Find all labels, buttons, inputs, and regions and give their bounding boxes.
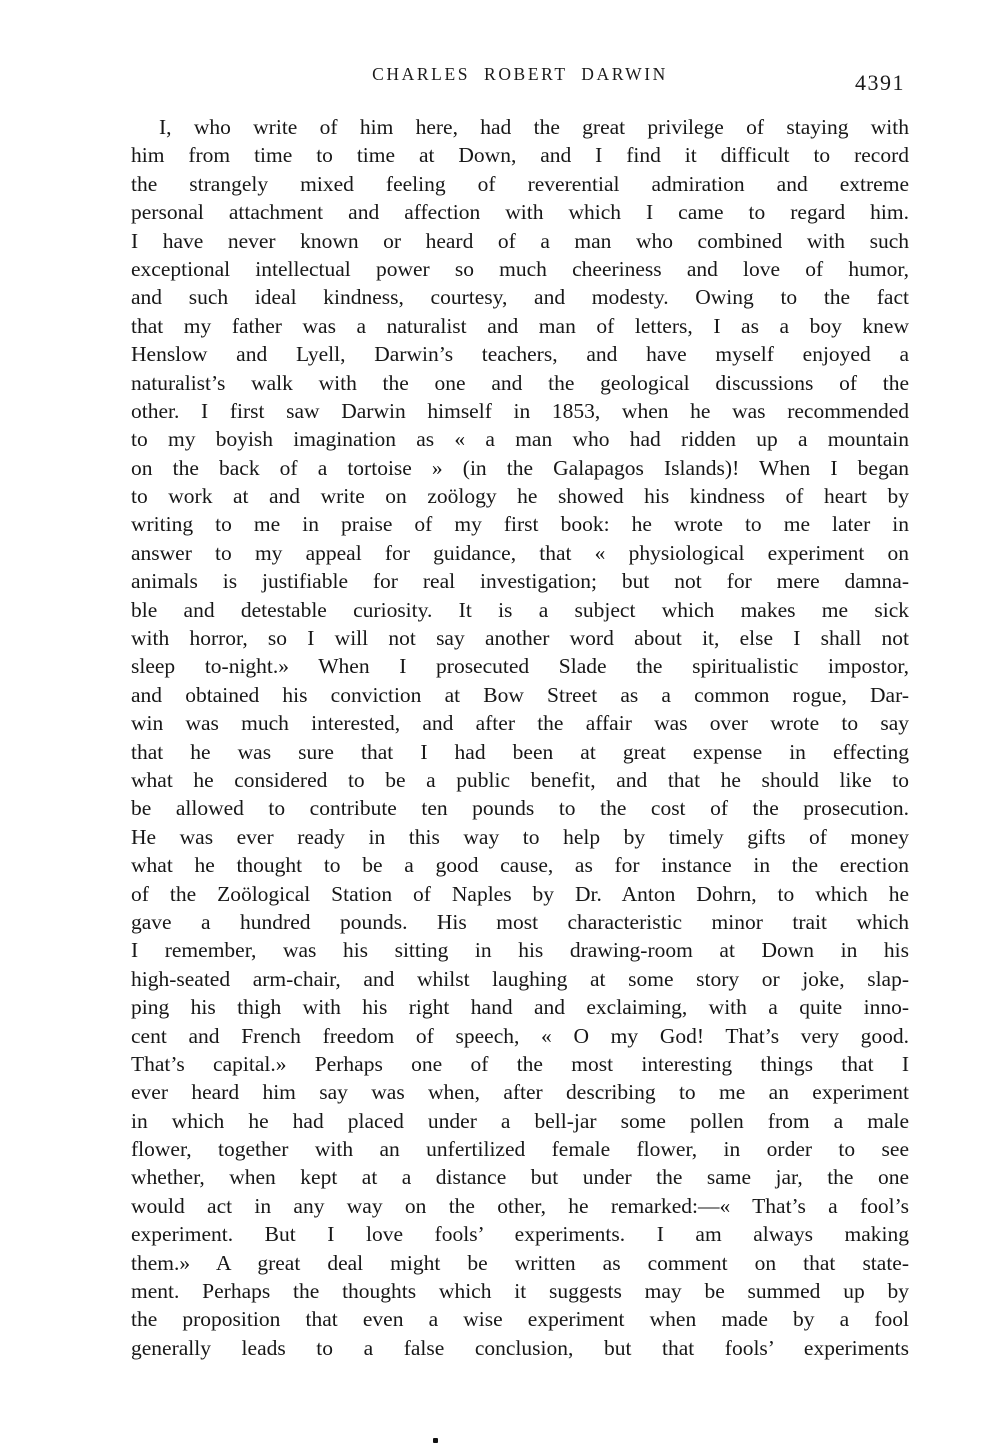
text-line: I remember, was his sitting in his drawing-room at Down in his (131, 938, 909, 963)
text-line: to work at and write on zoölogy he showed his kindness of heart by (131, 484, 909, 509)
text-line: the proposition that even a wise experiment when made by a fool (131, 1307, 909, 1332)
text-line: exceptional intellectual power so much cheeriness and love of humor, (131, 256, 909, 281)
text-line: to my boyish imagination as « a man who had ridden up a mountain (131, 427, 909, 452)
text-line: ping his thigh with his right hand and exclaiming, with a quite inno- (131, 995, 909, 1020)
text-line: gave a hundred pounds. His most characteristic minor trait which (131, 909, 909, 934)
text-line: them.» A great deal might be written as comment on that state- (131, 1250, 909, 1275)
text-line: That’s capital.» Perhaps one of the most interesting things that I (131, 1051, 909, 1076)
text-line: writing to me in praise of my first book: he wrote to me later in (131, 512, 909, 537)
text-line: be allowed to contribute ten pounds to the cost of the prosecution. (131, 796, 909, 821)
text-line: experiment. But I love fools’ experiments. I am always making (131, 1222, 909, 1247)
text-line: I, who write of him here, had the great privilege of staying with (159, 115, 909, 139)
ink-speck (433, 1438, 438, 1443)
text-line: other. I first saw Darwin himself in 1853, when he was recommended (131, 398, 909, 423)
text-line: I have never known or heard of a man who combined with such (131, 228, 909, 253)
text-line: the strangely mixed feeling of reverential admiration and extreme (131, 171, 909, 196)
running-head-title: CHARLES ROBERT DARWIN (372, 64, 668, 84)
page-number: 4391 (855, 70, 905, 95)
text-line: whether, when kept at a distance but under the same jar, the one (131, 1165, 909, 1190)
text-line: in which he had placed under a bell-jar some pollen from a male (131, 1108, 909, 1133)
text-line: him from time to time at Down, and I find it difficult to record (131, 143, 909, 168)
text-line: that he was sure that I had been at great expense in effecting (131, 739, 909, 764)
text-line: that my father was a naturalist and man of letters, I as a boy knew (131, 313, 909, 338)
text-line: high-seated arm-chair, and whilst laughing at some story or joke, slap- (131, 966, 909, 991)
text-line: what he thought to be a good cause, as for instance in the erection (131, 853, 909, 878)
text-line: naturalist’s walk with the one and the geological discussions of the (131, 370, 909, 395)
text-line: animals is justifiable for real investigation; but not for mere damna- (131, 569, 909, 594)
text-line: what he considered to be a public benefit, and that he should like to (131, 767, 909, 792)
text-line: personal attachment and affection with which I came to regard him. (131, 200, 909, 225)
body-text (131, 113, 909, 1362)
text-line: ever heard him say was when, after describing to me an experiment (131, 1080, 909, 1105)
text-line: generally leads to a false conclusion, but that fools’ experiments (131, 1335, 909, 1360)
text-line: ble and detestable curiosity. It is a subject which makes me sick (131, 597, 909, 622)
text-line: on the back of a tortoise » (in the Galapagos Islands)! When I began (131, 455, 909, 480)
text-line: answer to my appeal for guidance, that « physiological experiment on (131, 540, 909, 565)
text-line: win was much interested, and after the affair was over wrote to say (131, 711, 909, 736)
text-line: of the Zoölogical Station of Naples by Dr. Anton Dohrn, to which he (131, 881, 909, 906)
text-line: cent and French freedom of speech, « O my God! That’s very good. (131, 1023, 909, 1048)
text-line: sleep to-night.» When I prosecuted Slade the spiritualistic impostor, (131, 654, 909, 679)
text-line: with horror, so I will not say another word about it, else I shall not (131, 626, 909, 651)
text-line: would act in any way on the other, he remarked:—« That’s a fool’s (131, 1193, 909, 1218)
text-line: and such ideal kindness, courtesy, and modesty. Owing to the fact (131, 285, 909, 310)
text-line: He was ever ready in this way to help by timely gifts of money (131, 824, 909, 849)
text-line: Henslow and Lyell, Darwin’s teachers, and have myself enjoyed a (131, 342, 909, 367)
text-line: flower, together with an unfertilized female flower, in order to see (131, 1137, 909, 1162)
text-line: ment. Perhaps the thoughts which it suggests may be summed up by (131, 1279, 909, 1304)
text-line: and obtained his conviction at Bow Street as a common rogue, Dar- (131, 682, 909, 707)
